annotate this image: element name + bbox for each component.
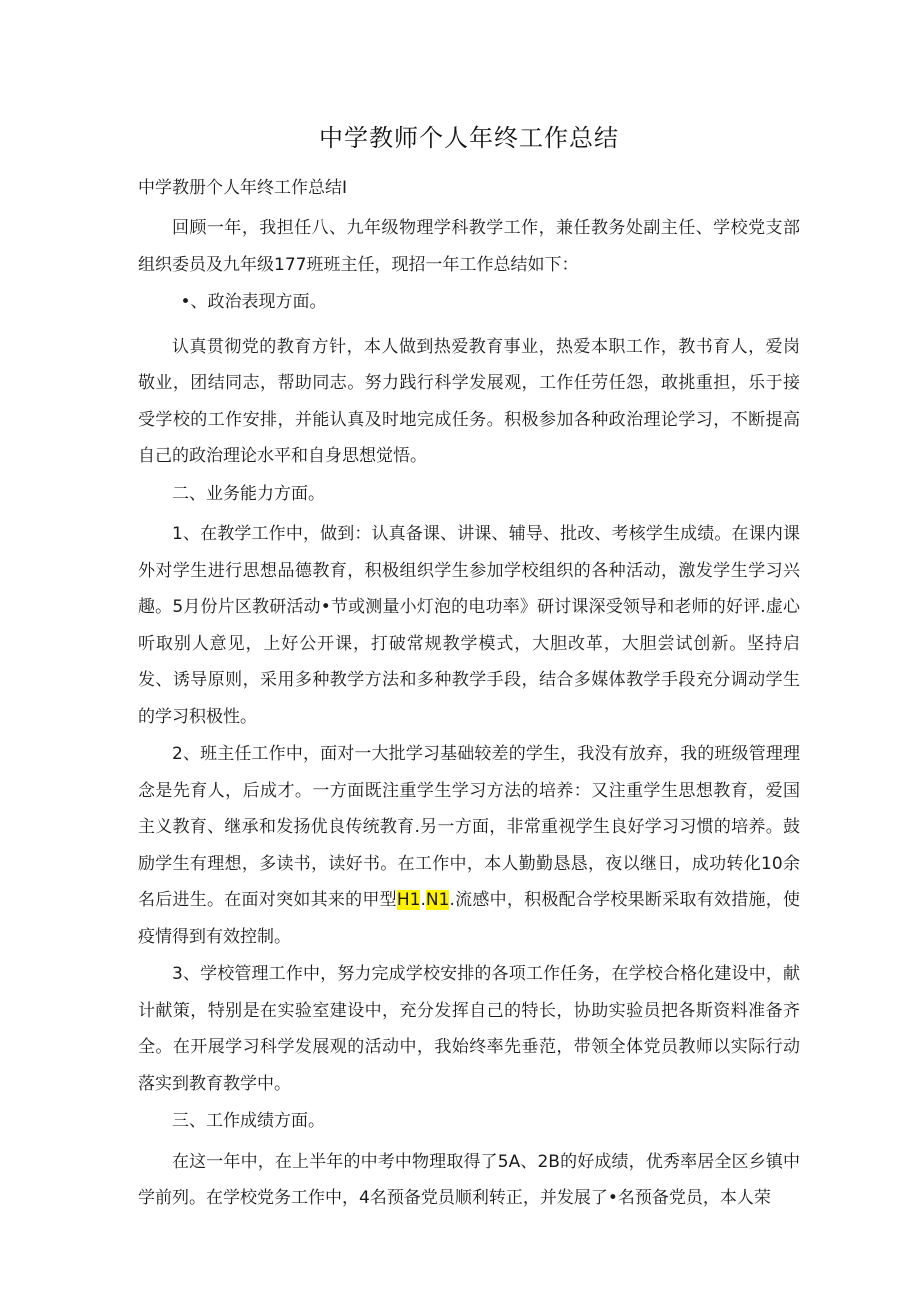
class-teacher-text-end: .流感中，积极配合学校果断采取有效措施，使疫情得到有效控制。 bbox=[138, 890, 801, 947]
highlight-h1: H1 bbox=[396, 890, 421, 910]
document-title: 中学教师个人年终工作总结 bbox=[319, 124, 619, 152]
politics-paragraph: 认真贯彻党的教育方针，本人做到热爱教育事业，热爱本职工作，教书育人，爱岗敬业，团结同志，帮助同志。努力践行科学发展观，工作任劳任怨，敢挑重担，乐于接受学校的工作安排，并能认真及时地完成任务。积极参加各种政治理论学习，不断提高自己的政治理论水平和自身思想觉悟。 bbox=[138, 336, 800, 466]
class-teacher-text-dot: . bbox=[420, 890, 426, 910]
results-paragraph: 在这一年中，在上半年的中考中物理取得了5A、2B的好成绩，优秀率居全区乡镇中学前列。在学校党务工作中，4名预备党员顺利转正，并发展了•名预备党员，本人荣 bbox=[138, 1151, 800, 1208]
section-heading-ability: 二、业务能力方面。 bbox=[172, 483, 325, 504]
section-heading-results: 三、工作成绩方面。 bbox=[172, 1111, 325, 1131]
intro-paragraph: 回顾一年，我担任八、九年级物理学科教学工作，兼任教务处副主任、学校党支部组织委员及九年级177班班主任，现招一年工作总结如下： bbox=[138, 218, 800, 275]
class-teacher-text-start: 2、班主任工作中，面对一大批学习基础较差的学生，我没有放弃，我的班级管理理念是先育人，后成才。一方面既注重学生学习方法的培养：又注重学生思想教育，爱国主义教育、继承和发扬优良传统教育.另一方面，非常重视学生良好学习习惯的培养。鼓励学生有理想，多读书，读好书。在工作中，本人勤勤恳恳，夜以继日，成功转化10余名后进生。在面对突如其来的甲型 bbox=[138, 744, 800, 910]
section-heading-politics: •、政治表现方面。 bbox=[180, 292, 327, 312]
teaching-paragraph: 1、在教学工作中，做到：认真备课、讲课、辅导、批改、考核学生成绩。在课内课外对学生进行思想品德教育，积极组织学生参加学校组织的各种活动，激发学生学习兴趣。5月份片区教研活动•节或测量小灯泡的电功率》研讨课深受领导和老师的好评.虚心听取别人意见，上好公开课，打破常规教学模式，大胆改革，大胆尝试创新。坚持启发、诱导原则，采用多种教学方法和多种教学手段，结合多媒体教学手段充分调动学生的学习积极性。 bbox=[138, 524, 800, 727]
document-subtitle: 中学教册个人年终工作总结I bbox=[138, 178, 348, 198]
class-teacher-paragraph bbox=[138, 736, 800, 955]
management-paragraph: 3、学校管理工作中，努力完成学校安排的各项工作任务，在学校合格化建设中，献计献策，特别是在实验室建设中，充分发挥自己的特长，协助实验员把各斯资料准备齐全。在开展学习科学发展观的活动中，我始终率先垂范，带领全体党员教师以实际行动落实到教育教学中。 bbox=[138, 964, 800, 1094]
highlight-n1: N1 bbox=[425, 890, 450, 910]
